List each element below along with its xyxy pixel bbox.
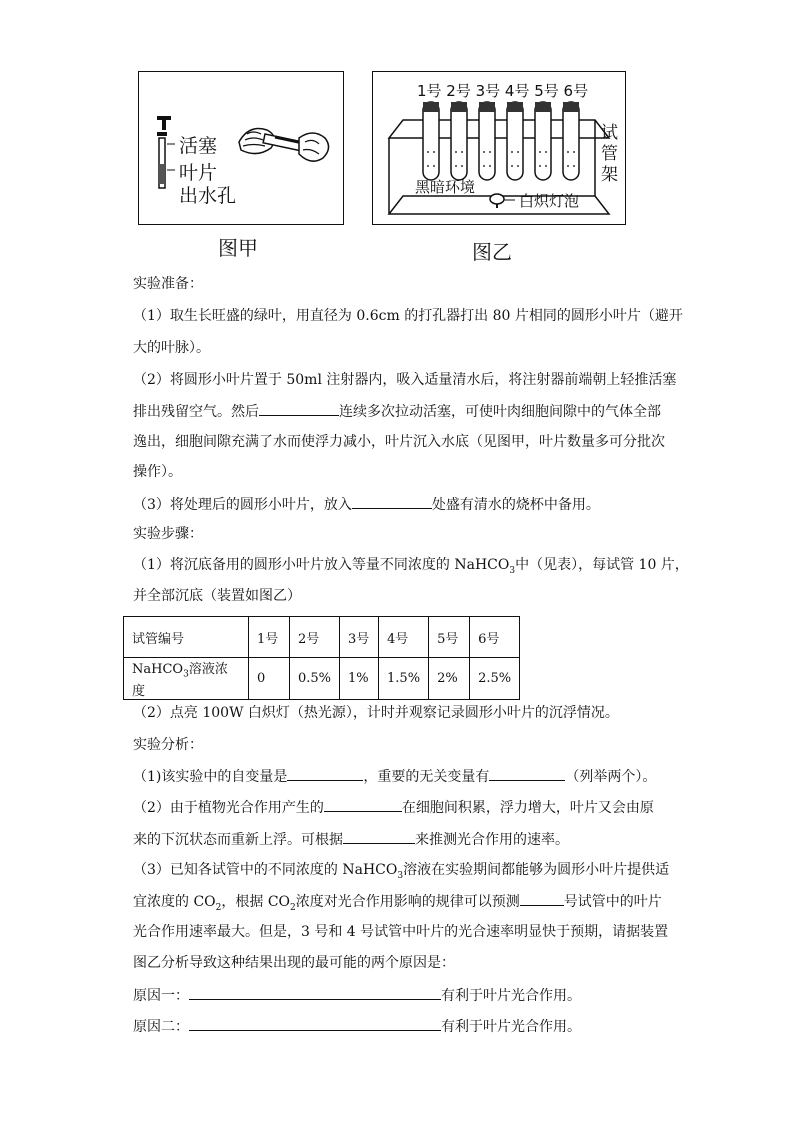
leaf-label: 叶片 (179, 162, 218, 184)
table-cell: 2.5% (470, 658, 520, 700)
reason-1-tail: 有利于叶片光合作用。 (441, 988, 581, 1004)
analysis-q3-text-f: 号试管中的叶片 (563, 894, 662, 910)
answer-blank-9[interactable] (189, 1016, 441, 1031)
rack-label-1: 试 (601, 123, 618, 143)
reason-2-line (133, 1016, 581, 1037)
dark-env-label: 黑暗环境 (415, 178, 476, 196)
rack-label-3: 架 (601, 165, 618, 185)
prep-p3-line (133, 494, 600, 515)
outlet-label: 出水孔 (179, 185, 237, 207)
co2-sub-1: 2 (215, 902, 222, 913)
figure-yi (372, 71, 626, 225)
prep-p1-line2: 大的叶脉）。 (133, 340, 210, 356)
tube-numbers: 1号 2号 3号 4号 5号 6号 (417, 82, 589, 100)
nahco3-sub: 3 (183, 669, 189, 680)
analysis-q1-text-a: （1)该实验中的自变量是 (133, 769, 288, 785)
steps-s2-line: （2）点亮 100W 白炽灯（热光源），计时并观察记录圆形小叶片的沉浮情况。 (133, 705, 619, 721)
steps-heading: 实验步骤： (133, 526, 203, 542)
analysis-q1-line (133, 766, 656, 787)
table-row (124, 658, 520, 700)
prep-p2-line2 (133, 401, 661, 422)
analysis-q3-text-d: ，根据 CO (221, 894, 291, 910)
table-cell: 0.5% (290, 658, 340, 700)
steps-s1-line2: 并全部沉底（装置如图乙） (133, 588, 301, 604)
answer-blank-1[interactable] (259, 401, 339, 416)
analysis-q1-text-c: （列举两个）。 (565, 769, 657, 785)
analysis-q2-text-d: 来推测光合作用的速率。 (415, 832, 569, 848)
reason-2-tail: 有利于叶片光合作用。 (441, 1019, 581, 1035)
steps-s1-text-b: 中（见表），每试管 10 片， (515, 557, 689, 573)
co2-sub-2: 2 (290, 902, 296, 913)
table-cell: 3号 (340, 617, 379, 658)
figure-jia-caption: 图甲 (218, 236, 258, 260)
table-cell: 4号 (379, 617, 429, 658)
concentration-table (123, 616, 520, 700)
figure-jia (138, 71, 344, 225)
table-cell: 2% (429, 658, 470, 700)
analysis-q2-line1 (133, 797, 654, 818)
answer-blank-7[interactable] (520, 891, 564, 906)
analysis-q2-text-b: 在细胞间积累，浮力增大，叶片又会由原 (401, 800, 654, 816)
reason-2-label: 原因二： (133, 1019, 189, 1035)
bulb-label: 白炽灯泡 (519, 192, 580, 210)
answer-blank-3[interactable] (287, 766, 363, 781)
rack-label-2: 管 (601, 144, 618, 164)
nahco3-label-b: 溶液浓度 (132, 662, 228, 699)
table-cell: 6号 (470, 617, 520, 658)
prep-p3-text-b: 处盛有清水的烧杯中备用。 (431, 497, 600, 513)
figure-yi-caption: 图乙 (472, 240, 512, 264)
answer-blank-6[interactable] (343, 829, 415, 844)
prep-p1-line1: （1）取生长旺盛的绿叶，用直径为 0.6cm 的打孔器打出 80 片相同的圆形小叶片（避开 (133, 308, 683, 324)
answer-blank-5[interactable] (324, 797, 402, 812)
analysis-q2-text-a: （2）由于植物光合作用产生的 (133, 800, 324, 816)
analysis-q3-text-b: 溶液在实验期间都能够为圆形小叶片提供适 (403, 862, 670, 878)
table-cell: 1号 (249, 617, 290, 658)
prep-p2-line3: 逸出，细胞间隙充满了水而使浮力减小，叶片沉入水底（见图甲，叶片数量多可分批次 (133, 434, 665, 450)
answer-blank-8[interactable] (189, 985, 441, 1000)
analysis-q3-line2 (133, 891, 662, 918)
reason-1-line (133, 985, 581, 1006)
figure-yi-drawing (373, 72, 625, 224)
figure-jia-drawing (139, 72, 343, 224)
analysis-q2-text-c: 来的下沉状态而重新上浮。可根据 (133, 832, 343, 848)
table-cell: 1.5% (379, 658, 429, 700)
table-cell (124, 658, 249, 700)
table-cell: 1% (340, 658, 379, 700)
answer-blank-4[interactable] (489, 766, 565, 781)
prep-heading: 实验准备： (133, 276, 203, 292)
reason-1-label: 原因一： (133, 988, 189, 1004)
analysis-q3-line4: 图乙分析导致这种结果出现的最可能的两个原因是： (133, 955, 455, 971)
piston-label: 活塞 (179, 135, 218, 157)
analysis-q3-text-e: 浓度对光合作用影响的规律可以预测 (295, 894, 520, 910)
prep-p2-text-b: 连续多次拉动活塞，可使叶肉细胞间隙中的气体全部 (339, 404, 661, 420)
prep-p2-line1: （2）将圆形小叶片置于 50ml 注射器内，吸入适量清水后，将注射器前端朝上轻推活塞 (133, 372, 677, 388)
nahco3-label-a: NaHCO (132, 662, 184, 677)
prep-p3-text-a: （3）将处理后的圆形小叶片，放入 (133, 497, 352, 513)
table-cell: 试管编号 (124, 617, 249, 658)
analysis-q3-text-a: （3）已知各试管中的不同浓度的 NaHCO (133, 862, 398, 878)
table-cell: 0 (249, 658, 290, 700)
analysis-q3-sub: 3 (397, 870, 404, 881)
table-cell: 5号 (429, 617, 470, 658)
analysis-q3-line3: 光合作用速率最大。但是，3 号和 4 号试管中叶片的光合速率明显快于预期，请据装置 (133, 924, 669, 940)
analysis-q3-text-c: 宜浓度的 CO (133, 894, 216, 910)
analysis-q2-line2 (133, 829, 569, 850)
steps-s1-text-a: （1）将沉底备用的圆形小叶片放入等量不同浓度的 NaHCO (133, 557, 510, 573)
prep-p2-text-a: 排出残留空气。然后 (133, 404, 259, 420)
analysis-q1-text-b: ，重要的无关变量有 (363, 769, 490, 785)
table-cell: 2号 (290, 617, 340, 658)
table-row (124, 617, 520, 658)
analysis-q3-line1 (133, 860, 669, 886)
analysis-heading: 实验分析： (133, 737, 203, 753)
prep-p2-line4: 操作）。 (133, 464, 182, 480)
steps-s1-line1 (133, 555, 689, 581)
steps-s1-sub: 3 (509, 565, 516, 576)
answer-blank-2[interactable] (352, 494, 432, 509)
